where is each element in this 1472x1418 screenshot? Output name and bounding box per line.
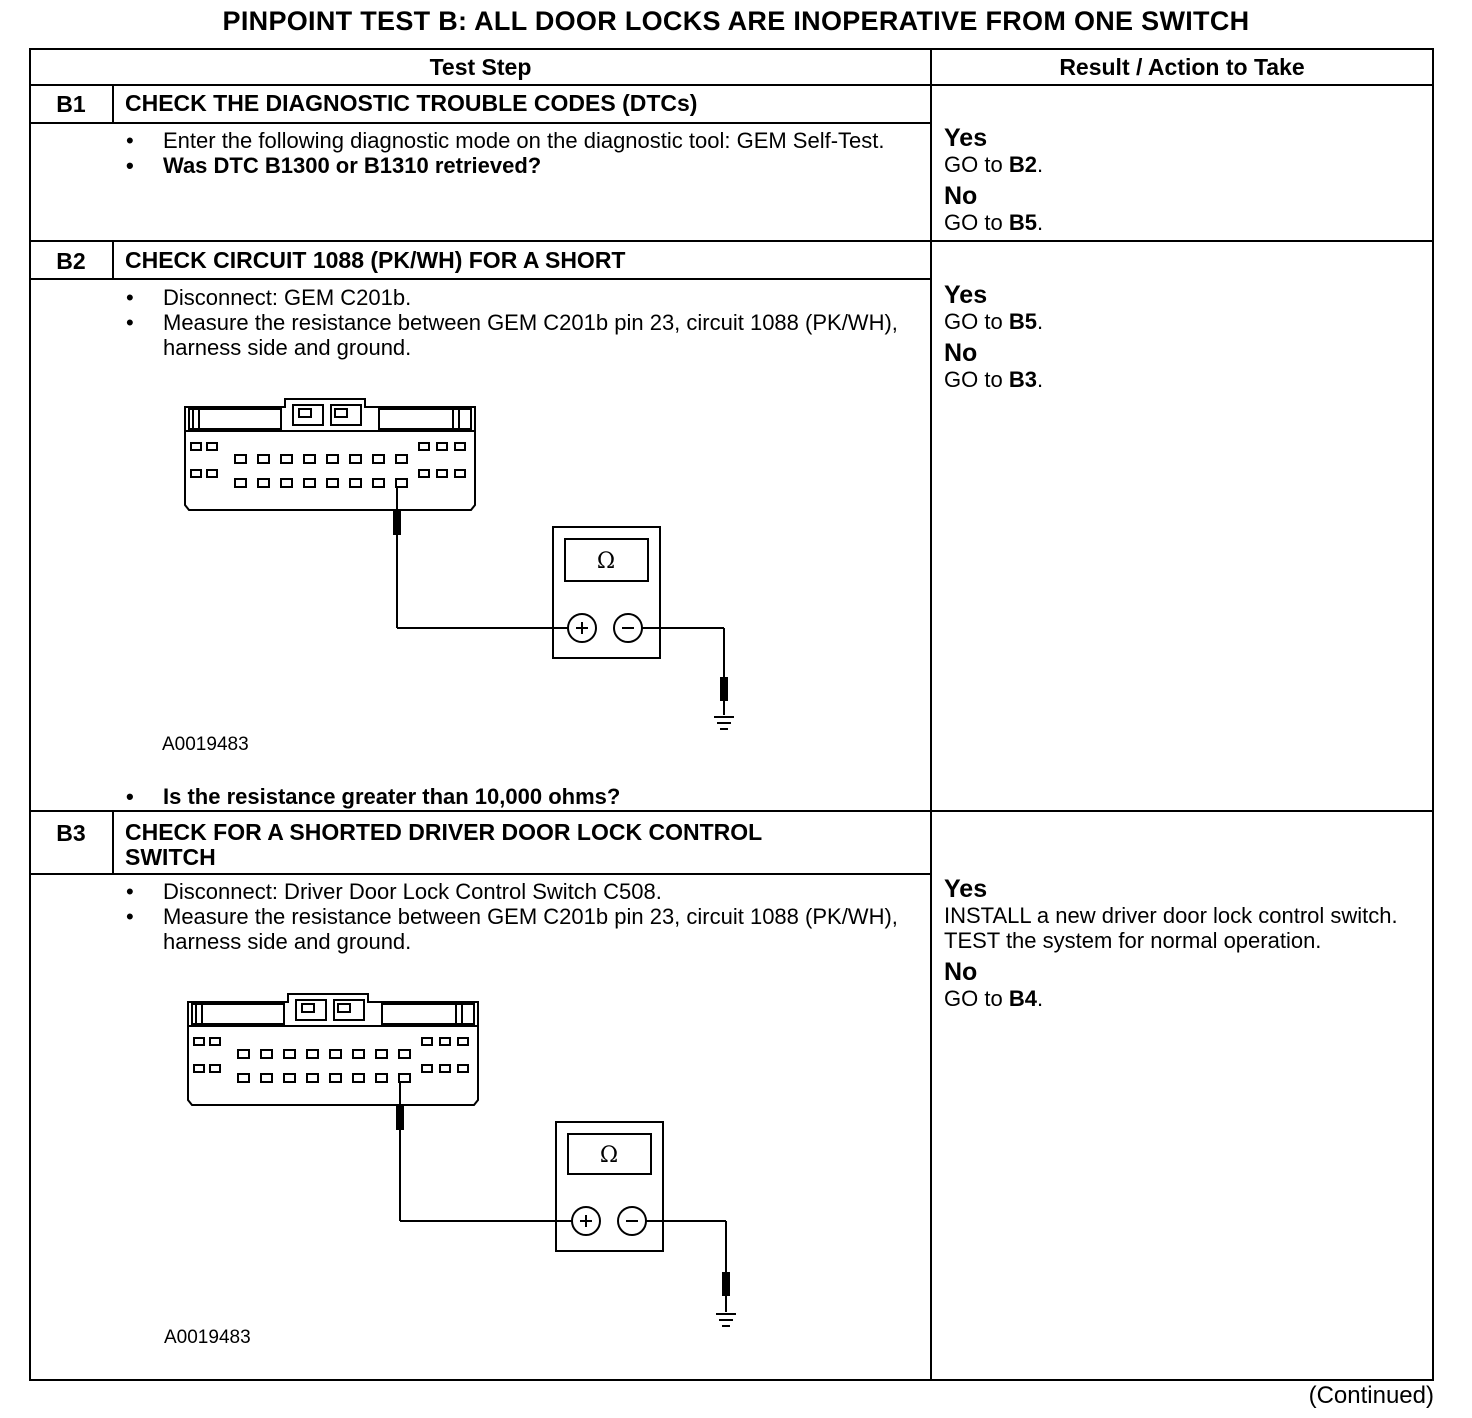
ground-icon	[714, 717, 734, 729]
result-no-label: No	[944, 958, 978, 986]
question-item: • Was DTC B1300 or B1310 retrieved?	[120, 153, 910, 178]
step-number-divider-b1	[112, 86, 114, 124]
test-lead-plus	[393, 487, 569, 628]
step-title-b1: CHECK THE DIAGNOSTIC TROUBLE CODES (DTCs)	[125, 90, 698, 116]
result-no-label: No	[944, 182, 978, 210]
result-no-action: GO to B4.	[944, 986, 1044, 1011]
test-lead-minus	[642, 628, 728, 715]
result-b3	[944, 876, 1399, 1011]
result-yes-label: Yes	[944, 124, 988, 152]
result-yes-action: GO to B2.	[944, 152, 1044, 177]
result-b2	[944, 282, 1414, 392]
b1-b2-rule	[29, 240, 1434, 242]
result-yes-label: Yes	[944, 875, 988, 903]
test-lead-minus	[646, 1221, 730, 1312]
result-no-label: No	[944, 339, 978, 367]
b1-title-rule	[29, 122, 931, 124]
figure-id: A0019483	[162, 734, 249, 755]
instruction-item: • Enter the following diagnostic mode on the diagnostic tool: GEM Self-Test.	[120, 128, 910, 153]
step-b2-instructions	[120, 285, 910, 360]
connector-resistance-diagram	[178, 990, 758, 1340]
ohm-symbol: Ω	[596, 549, 616, 574]
step-id-b1: B1	[56, 91, 86, 117]
step-title-b2: CHECK CIRCUIT 1088 (PK/WH) FOR A SHORT	[125, 247, 626, 273]
column-divider	[930, 48, 932, 1381]
result-header: Result / Action to Take	[1059, 54, 1305, 80]
step-title-b3: CHECK FOR A SHORTED DRIVER DOOR LOCK CONTROL SWITCH	[125, 819, 762, 870]
test-step-header: Test Step	[429, 54, 532, 80]
result-yes-label: Yes	[944, 281, 988, 309]
result-b1	[944, 125, 1414, 235]
instruction-item: • Measure the resistance between GEM C201b pin 23, circuit 1088 (PK/WH), harness side and ground.	[120, 904, 910, 954]
connector-resistance-diagram	[175, 395, 755, 745]
ohmmeter-icon	[553, 527, 660, 658]
test-lead-plus	[396, 1082, 572, 1221]
result-yes-action: GO to B5.	[944, 309, 1044, 334]
b3-title-rule	[29, 873, 931, 875]
step-number-divider-b3	[112, 812, 114, 875]
figure-id: A0019483	[164, 1327, 251, 1348]
instruction-item: • Measure the resistance between GEM C201b pin 23, circuit 1088 (PK/WH), harness side and ground.	[120, 310, 910, 360]
gem-connector-icon	[185, 399, 475, 510]
step-b1-instructions	[120, 128, 910, 178]
instruction-item: • Disconnect: GEM C201b.	[120, 285, 910, 310]
step-id-b3: B3	[56, 820, 86, 846]
question-item: • Is the resistance greater than 10,000 ohms?	[120, 784, 910, 809]
continued-note: (Continued)	[1308, 1382, 1434, 1409]
page-title: PINPOINT TEST B: ALL DOOR LOCKS ARE INOPERATIVE FROM ONE SWITCH	[222, 6, 1250, 36]
step-id-b2: B2	[56, 248, 86, 274]
b2-b3-rule	[29, 810, 1434, 812]
step-number-divider-b2	[112, 242, 114, 280]
b2-title-rule	[29, 278, 931, 280]
gem-connector-icon	[188, 994, 478, 1105]
result-no-action: GO to B5.	[944, 210, 1044, 235]
step-b2-question	[120, 784, 910, 809]
ohm-symbol: Ω	[599, 1143, 619, 1168]
instruction-item: • Disconnect: Driver Door Lock Control Switch C508.	[120, 879, 910, 904]
step-b3-instructions	[120, 879, 910, 954]
ohmmeter-icon	[556, 1122, 663, 1251]
header-rule	[29, 84, 1434, 86]
result-no-action: GO to B3.	[944, 367, 1044, 392]
result-yes-action: INSTALL a new driver door lock control switch. TEST the system for normal operation.	[944, 903, 1398, 953]
ground-icon	[716, 1314, 736, 1326]
